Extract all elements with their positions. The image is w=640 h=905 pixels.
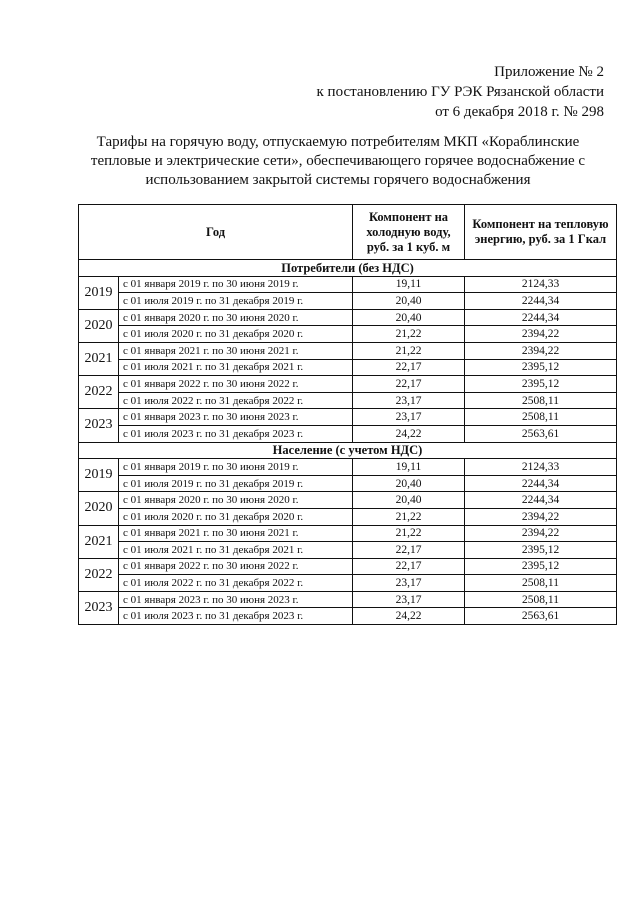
title-line: тепловые и электрические сети», обеспечивающего горячее водоснабжение с [90,153,586,169]
year-cell: 2023 [79,591,119,624]
period-cell: с 01 июля 2022 г. по 31 декабря 2022 г. [119,392,353,409]
period-cell: с 01 января 2021 г. по 30 июня 2021 г. [119,525,353,542]
year-cell: 2022 [79,376,119,409]
table-row [79,492,617,509]
heat-energy-cell: 2244,34 [465,492,617,509]
cold-water-cell: 23,17 [353,591,465,608]
cold-water-cell: 24,22 [353,608,465,625]
table-row [79,591,617,608]
col-header-cold-water: Компонент на холодную воду, руб. за 1 куб. м [353,205,465,260]
document-title [78,133,598,190]
col-header-heat-energy: Компонент на тепловую энергию, руб. за 1 Гкал [465,205,617,260]
heat-energy-cell: 2395,12 [465,376,617,393]
cold-water-cell: 20,40 [353,293,465,310]
table-row [79,309,617,326]
period-cell: с 01 января 2022 г. по 30 июня 2022 г. [119,558,353,575]
period-cell: с 01 января 2023 г. по 30 июня 2023 г. [119,409,353,426]
period-cell: с 01 января 2023 г. по 30 июня 2023 г. [119,591,353,608]
table-row [79,459,617,476]
table-row [79,508,617,525]
col-header-year: Год [79,205,353,260]
heat-energy-cell: 2394,22 [465,342,617,359]
cold-water-cell: 23,17 [353,392,465,409]
period-cell: с 01 июля 2020 г. по 31 декабря 2020 г. [119,326,353,343]
heat-energy-cell: 2563,61 [465,425,617,442]
heat-energy-cell: 2563,61 [465,608,617,625]
period-cell: с 01 января 2019 г. по 30 июня 2019 г. [119,459,353,476]
year-cell: 2021 [79,342,119,375]
table-row [79,558,617,575]
cold-water-cell: 20,40 [353,492,465,509]
period-cell: с 01 июля 2020 г. по 31 декабря 2020 г. [119,508,353,525]
cold-water-cell: 24,22 [353,425,465,442]
heat-energy-cell: 2394,22 [465,525,617,542]
period-cell: с 01 января 2019 г. по 30 июня 2019 г. [119,276,353,293]
cold-water-cell: 19,11 [353,276,465,293]
table-row [79,425,617,442]
period-cell: с 01 января 2020 г. по 30 июня 2020 г. [119,309,353,326]
year-cell: 2021 [79,525,119,558]
period-cell: с 01 января 2022 г. по 30 июня 2022 г. [119,376,353,393]
table-row [79,575,617,592]
heat-energy-cell: 2244,34 [465,293,617,310]
heat-energy-cell: 2394,22 [465,508,617,525]
heat-energy-cell: 2508,11 [465,575,617,592]
period-cell: с 01 июля 2021 г. по 31 декабря 2021 г. [119,359,353,376]
period-cell: с 01 июля 2022 г. по 31 декабря 2022 г. [119,575,353,592]
cold-water-cell: 23,17 [353,409,465,426]
table-row [79,608,617,625]
heat-energy-cell: 2244,34 [465,475,617,492]
period-cell: с 01 июля 2021 г. по 31 декабря 2021 г. [119,542,353,559]
year-cell: 2019 [79,276,119,309]
period-cell: с 01 января 2020 г. по 30 июня 2020 г. [119,492,353,509]
year-cell: 2020 [79,309,119,342]
cold-water-cell: 22,17 [353,376,465,393]
cold-water-cell: 22,17 [353,558,465,575]
period-cell: с 01 июля 2023 г. по 31 декабря 2023 г. [119,608,353,625]
table-row [79,342,617,359]
cold-water-cell: 23,17 [353,575,465,592]
year-cell: 2020 [79,492,119,525]
period-cell: с 01 июля 2023 г. по 31 декабря 2023 г. [119,425,353,442]
table-row [79,276,617,293]
cold-water-cell: 22,17 [353,359,465,376]
heat-energy-cell: 2508,11 [465,392,617,409]
cold-water-cell: 19,11 [353,459,465,476]
year-cell: 2019 [79,459,119,492]
cold-water-cell: 21,22 [353,508,465,525]
tariff-table [78,204,617,625]
heat-energy-cell: 2395,12 [465,558,617,575]
table-header-row [79,205,617,260]
cold-water-cell: 21,22 [353,342,465,359]
table-row [79,392,617,409]
table-row [79,293,617,310]
table-row [79,525,617,542]
cold-water-cell: 20,40 [353,475,465,492]
title-line: использованием закрытой системы горячего водоснабжения [145,172,531,188]
period-cell: с 01 июля 2019 г. по 31 декабря 2019 г. [119,293,353,310]
heat-energy-cell: 2395,12 [465,359,617,376]
tariff-table-body [79,260,617,625]
section-title: Население (с учетом НДС) [79,442,617,459]
year-cell: 2023 [79,409,119,442]
section-row [79,260,617,277]
cold-water-cell: 21,22 [353,326,465,343]
table-row [79,542,617,559]
heat-energy-cell: 2395,12 [465,542,617,559]
title-line: Тарифы на горячую воду, отпускаемую потребителям МКП «Кораблинские [96,134,580,150]
appendix-number: Приложение № 2 [494,64,604,80]
appendix-date: от 6 декабря 2018 г. № 298 [435,104,604,120]
table-row [79,326,617,343]
year-cell: 2022 [79,558,119,591]
heat-energy-cell: 2508,11 [465,409,617,426]
table-row [79,475,617,492]
cold-water-cell: 20,40 [353,309,465,326]
heat-energy-cell: 2508,11 [465,591,617,608]
cold-water-cell: 22,17 [353,542,465,559]
heat-energy-cell: 2124,33 [465,459,617,476]
table-row [79,359,617,376]
appendix-resolution: к постановлению ГУ РЭК Рязанской области [316,84,604,100]
heat-energy-cell: 2124,33 [465,276,617,293]
section-title: Потребители (без НДС) [79,260,617,277]
appendix-header [284,62,604,122]
heat-energy-cell: 2244,34 [465,309,617,326]
heat-energy-cell: 2394,22 [465,326,617,343]
table-row [79,376,617,393]
section-row [79,442,617,459]
period-cell: с 01 января 2021 г. по 30 июня 2021 г. [119,342,353,359]
table-row [79,409,617,426]
cold-water-cell: 21,22 [353,525,465,542]
period-cell: с 01 июля 2019 г. по 31 декабря 2019 г. [119,475,353,492]
